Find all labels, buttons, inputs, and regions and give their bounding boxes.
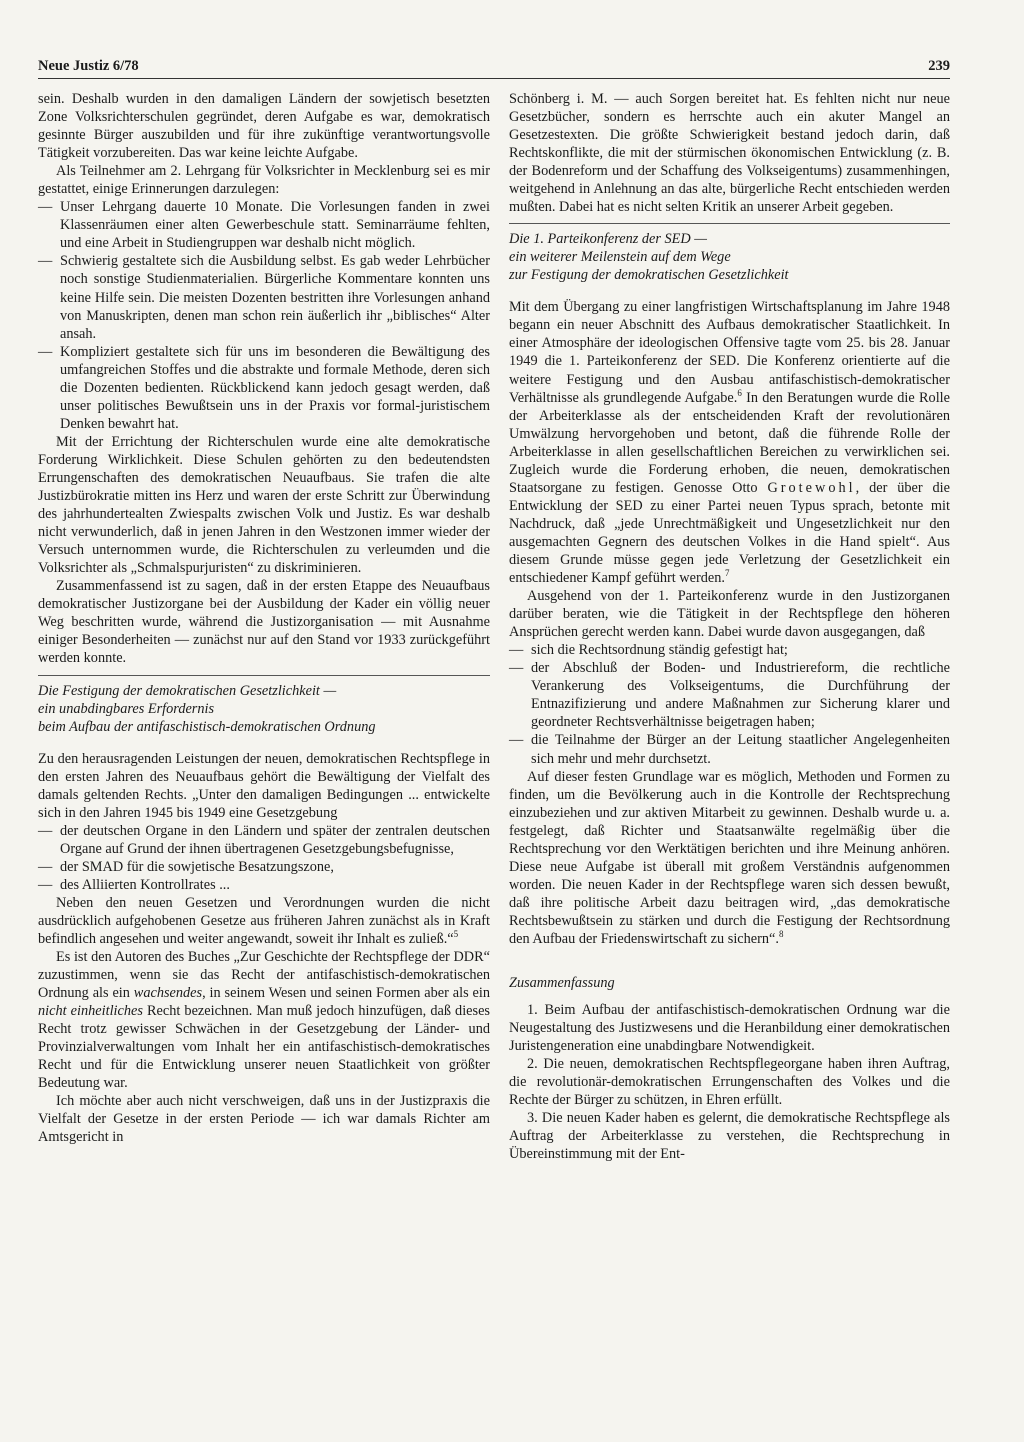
paragraph: Auf dieser festen Grundlage war es möglich, Methoden und Formen zu finden, um die Bevölkerung auch in die Kontrolle der Rechtsprechung einzubeziehen und zur aktiven Mitarbeit zu gewinnen. Deshalb wurde u. a. festgelegt, daß Richter und Staatsanwälte regelmäßig über die Rechtsprechung vor den Werktätigen berichten und ihre Meinung anhören. Diese neue Aufgabe ist überall mit großem Verständnis aufgenommen worden. Die neuen Kader in der Rechtspflege waren sich dessen bewußt, daß ihre politische Arbeit dazu beitragen wird, „das demokratische Rechtsbewußtsein zu stärken und durch die Festigung der Rechtsordnung den Aufbau der Friedenswirtschaft zu sichern“.$^8$ [509, 768, 950, 947]
paragraph: Schönberg i. M. — auch Sorgen bereitet hat. Es fehlten nicht nur neue Gesetzbücher, sondern es herrschte auch ein akuter Mangel an Gesetzestexten. Die größte Schwierigkeit bestand jedoch darin, daß Rechtskonflikte, die mit der stürmischen ökonomischen Entwicklung (z. B. der Bodenreform und der Schaffung des Volkseigentums) zusammenhingen, weitgehend in Anlehnung an das alte, bürgerliche Recht entschieden werden mußten. Dabei hat es nicht selten Kritik an unserer Arbeit gegeben. [509, 91, 950, 216]
running-header: Neue Justiz 6/78 [38, 58, 139, 74]
paragraph: Es ist den Autoren des Buches „Zur Geschichte der Rechtspflege der DDR“ zuzustimmen, wenn sie das Recht der antifaschistisch-demokratischen Ordnung als ein wachsendes, in seinem Wesen und seinen Formen aber als ein nicht einheitliches Recht bezeichnen. Man muß jedoch hinzufügen, daß dieses Recht trotz gewisser Schwächen in der Gesetzgebung der Länder- und Provinzialverwaltungen vom Inhalt her ein antifaschistisch-demokratisches Recht und für die Entwicklung unserer neuen Staatlichkeit von größter Bedeutung war. [38, 949, 491, 1092]
right-column [509, 90, 950, 1163]
list-item: — des Alliierten Kontrollrates ... [38, 876, 490, 894]
paragraph: Als Teilnehmer am 2. Lehrgang für Volksrichter in Mecklenburg sei es mir gestattet, einige Erinnerungen darzulegen: [38, 163, 490, 198]
paragraph: Ausgehend von der 1. Parteikonferenz wurde in den Justizorganen darüber beraten, wie die Tätigkeit in der Rechtspflege den höheren Ansprüchen gerecht werden kann. Dabei wurde davon ausgegangen, daß [509, 588, 950, 641]
paragraph: Zu den herausragenden Leistungen der neuen, demokratischen Rechtspflege in den ersten Jahren des Neuaufbaus gehört die Bewältigung der Vielfalt des damals geltenden Rechts. „Unter den damaligen Bedingungen ... entwickelte sich in den Jahren 1945 bis 1949 eine Gesetzgebung [38, 750, 490, 821]
list-item: — der deutschen Organe in den Ländern und später der zentralen deutschen Organe auf Grund der ihnen übertragenen Gesetzgebungsbefugnisse, [38, 822, 490, 858]
paragraph: Mit der Errichtung der Richterschulen wurde eine alte demokratische Forderung Wirklichkeit. Diese Schulen gehörten zu den bedeutendsten Errungenschaften des demokratischen Neuaufbaus. Sie trafen die alte Justizbürokratie mitten ins Herz und waren der erste Schritt zur Überwindung des jahrhundertealten Zwiespalts zwischen Volk und Justiz. Es war deshalb nicht verwunderlich, daß in jenen Jahren in den Westzonen immer wieder der Versuch unternommen wurde, die Richterschulen zu verleumden und die Volksrichter als „Schmalspurjuristen“ zu diskriminieren. [38, 433, 490, 577]
paragraph: Zusammenfassend ist zu sagen, daß in der ersten Etappe des Neuaufbaus demokratischer Justizorgane bei der Ausbildung der Kader ein völlig neuer Weg beschritten wurde, während die Justizorganisation — mit Ausnahme einiger Besonderheiten — zunächst nur auf den Stand vor 1933 zurückgeführt werden konnte. [38, 578, 490, 667]
list-item: — der Abschluß der Boden- und Industriereform, die rechtliche Verankerung des Volkseigentums, die Durchführung der Entnazifizierung und andere Maßnahmen zur Sicherung klarer und geordneter Rechtsverhältnisse beigetragen haben; [509, 659, 950, 731]
footnote-ref: 7 [724, 568, 730, 579]
list-item: — sich die Rechtsordnung ständig gefestigt hat; [509, 641, 950, 659]
left-column [38, 90, 490, 1147]
list-item: — Unser Lehrgang dauerte 10 Monate. Die Vorlesungen fanden in zwei Klassenräumen einer alten Gewerbeschule statt. Seminarräume fehlten, und eine Arbeit in Studiengruppen war deshalb nicht möglich. [38, 198, 490, 252]
list-item: — der SMAD für die sowjetische Besatzungszone, [38, 858, 490, 876]
heading-line: ein unabdingbares Erfordernis [38, 700, 215, 717]
page-number: 239 [928, 58, 950, 74]
footnote-ref: 5 [453, 929, 459, 940]
emphasis: nicht einheitliches [38, 1003, 143, 1020]
heading-line: Die 1. Parteikonferenz der SED — [509, 231, 707, 248]
summary-point: 3. Die neuen Kader haben es gelernt, die demokratische Rechtspflege als Auftrag der Arbeiterklasse zu verstehen, die Rechtsprechung in Übereinstimmung mit der Ent- [509, 1110, 950, 1163]
section-rule [38, 675, 490, 676]
footnote-ref: 8 [778, 929, 784, 940]
emphasis: wachsendes [133, 985, 203, 1002]
section-heading [38, 682, 490, 736]
summary-heading: Zusammenfassung [509, 975, 615, 992]
footnote-ref: 6 [737, 387, 742, 398]
memory-list [38, 198, 490, 433]
heading-line: zur Festigung der demokratischen Gesetzlichkeit [509, 267, 789, 284]
heading-line: Die Festigung der demokratischen Gesetzlichkeit — [38, 682, 337, 699]
summary-point: 1. Beim Aufbau der antifaschistisch-demokratischen Ordnung war die Neugestaltung des Justizwesens und die Heranbildung einer demokratischen Juristengeneration eine unabdingbare Notwendigkeit. [509, 1002, 950, 1055]
section-rule [509, 223, 950, 224]
heading-line: beim Aufbau der antifaschistisch-demokratischen Ordnung [38, 718, 376, 735]
summary-point: 2. Die neuen, demokratischen Rechtspflegeorgane haben ihren Auftrag, die revolutionär-demokratischen Errungenschaften des Volkes und die Rechte der Bürger zu schützen, in Ehren erfüllt. [509, 1056, 950, 1109]
list-item: — Schwierig gestaltete sich die Ausbildung selbst. Es gab weder Lehrbücher noch sonstige Studienmaterialien. Bürgerliche Kommentare konnten uns keine Hilfe sein. Die meisten Dozenten bestritten ihre Vorlesungen anhand von Manuskripten, denen man schon rein äußerlich ihr „biblisches“ Alter ansah. [38, 252, 490, 342]
list-item: — die Teilnahme der Bürger an der Leitung staatlicher Angelegenheiten sich mehr und mehr durchsetzt. [509, 731, 950, 767]
paragraph: Mit dem Übergang zu einer langfristigen Wirtschaftsplanung im Jahre 1948 begann ein neuer Abschnitt des Aufbaus demokratischer Staatlichkeit. In einer Atmosphäre der ideologischen Offensive tagte vom 25. bis 28. Januar 1949 die 1. Parteikonferenz der SED. Die Konferenz orientierte auf die weitere Festigung und den Ausbau antifaschistisch-demokratischer Verhältnisse als grundlegende Aufgabe.$^6$ In den Beratungen wurde die Rolle der Arbeiterklasse als der entscheidenden Kraft der revolutionären Umwälzung hervorgehoben und betont, daß die führende Rolle der Arbeiterklasse in allen gesellschaftlichen Bereichen zu verwirklichen sei. Zugleich wurde die Forderung erhoben, die neuen, demokratischen Staatsorgane zu festigen. Genosse Otto Grotewohl, der über die Entwicklung der SED zu einer Partei neuen Typus sprach, betonte mit Nachdruck, daß „jede Unrechtmäßigkeit und Ungesetzlichkeit nur den ausgemachten Gegnern des deutschen Volkes in die Hand spielt“. Aus diesem Grunde müsse gegen jede Verletzung der Gesetzlichkeit ein entschiedener Kampf geführt werden.$^7$ [509, 299, 950, 587]
spaced-name: Grotewohl [767, 479, 856, 496]
header-rule [38, 78, 950, 79]
paragraph: Neben den neuen Gesetzen und Verordnungen wurden die nicht ausdrücklich aufgehobenen Gesetze aus früheren Jahren zunächst als in Kraft befindlich angesehen und weiter angewandt, soweit ihr Inhalt es zuließ.“$^5$ [38, 894, 490, 947]
heading-line: ein weiterer Meilenstein auf dem Wege [509, 249, 731, 266]
paragraph: Ich möchte aber auch nicht verschweigen, daß uns in der Justizpraxis die Vielfalt der Gesetze in der ersten Periode — ich war damals Richter am Amtsgericht in [38, 1093, 490, 1146]
paragraph: sein. Deshalb wurden in den damaligen Ländern der sowjetisch besetzten Zone Volksrichterschulen gegründet, deren Aufgabe es war, demokratisch gesinnte Bürger auszubilden und für ihre zukünftige verantwortungsvolle Tätigkeit vorzubereiten. Das war keine leichte Aufgabe. [38, 91, 490, 162]
legislation-list [38, 822, 490, 894]
list-item: — Kompliziert gestaltete sich für uns im besonderen die Bewältigung des umfangreichen Stoffes und die abstrakte und formale Methode, deren sich die Dozenten bedienten. Rückblickend kann jedoch gesagt werden, daß unser politisches Bewußtsein uns in der Praxis vor formal-juristischem Denken bewahrt hat. [38, 343, 490, 433]
section-heading [509, 230, 950, 284]
assumption-list [509, 641, 950, 767]
